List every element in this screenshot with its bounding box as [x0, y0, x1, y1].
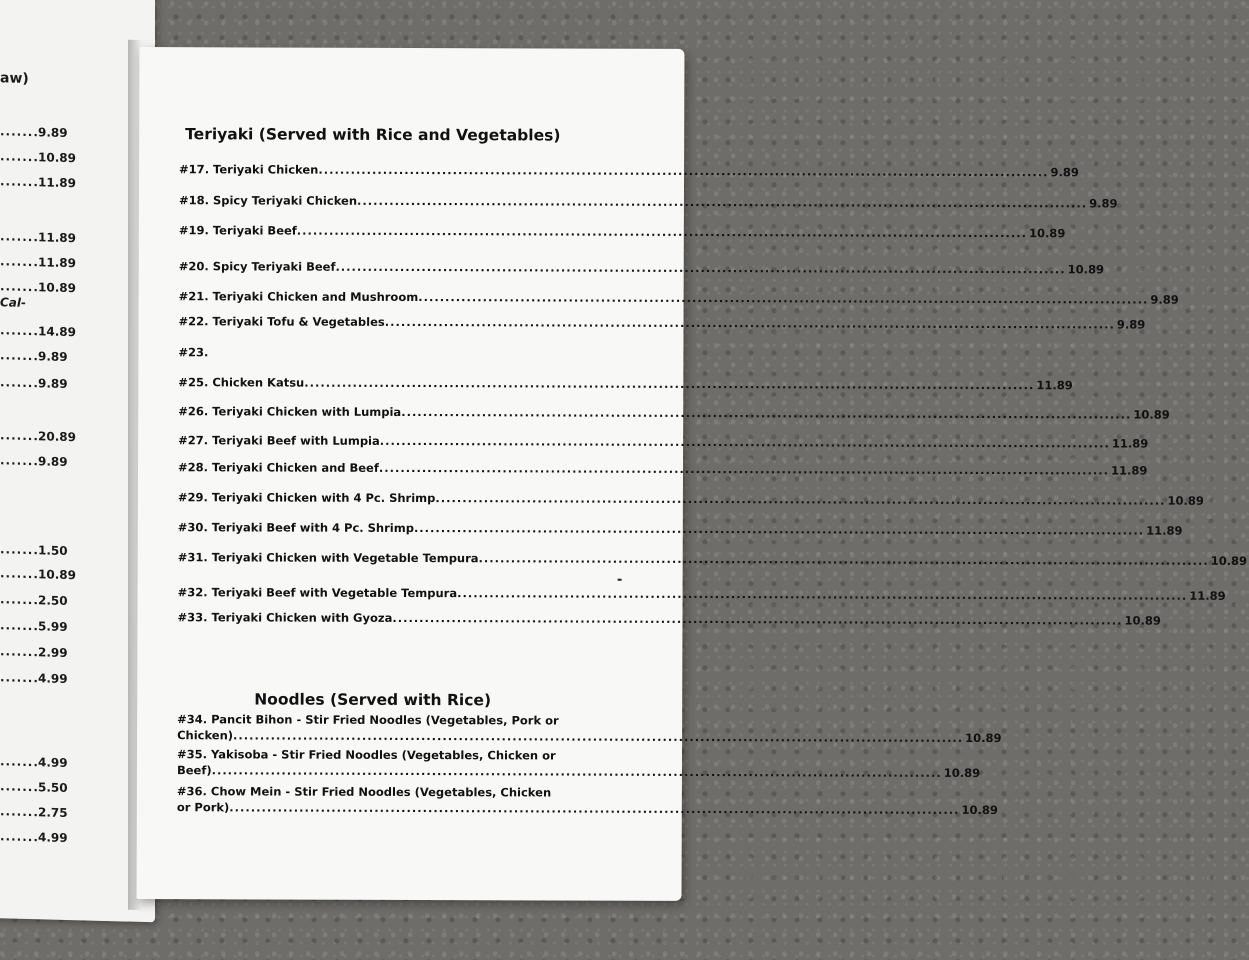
left-price-row: ....... 4.99: [0, 754, 68, 771]
menu-item-32: #32. Teriyaki Beef with Vegetable Tempura ..... 11.89: [178, 585, 588, 604]
menu-item-26: #26. Teriyaki Chicken with Lumpia ..... 10.89: [178, 404, 588, 423]
teriyaki-heading: Teriyaki (Served with Rice and Vegetables): [185, 125, 561, 145]
left-price-row: ....... 1.50: [0, 542, 68, 559]
menu-item-33: #33. Teriyaki Chicken with Gyoza ..... 10.89: [177, 610, 587, 629]
left-price-row: ....... 20.89: [0, 428, 76, 445]
left-price-row: ....... 4.99: [0, 670, 68, 687]
menu-item-20: #20. Spicy Teriyaki Beef ..... 10.89: [179, 259, 589, 278]
menu-item-23: #23.: [178, 345, 209, 360]
menu-item-27: #27. Teriyaki Beef with Lumpia ..... 11.89: [178, 433, 588, 452]
right-menu-page: [137, 47, 1248, 901]
left-price-row: ....... 4.99: [0, 829, 68, 846]
ink-speck: [618, 579, 622, 581]
menu-item-17: #17. Teriyaki Chicken ..... 9.89: [179, 162, 589, 181]
menu-item-19: #19. Teriyaki Beef ..... 10.89: [179, 223, 589, 242]
left-note-fragment: Cal-: [0, 295, 26, 310]
menu-item-29: #29. Teriyaki Chicken with 4 Pc. Shrimp ..... 10.89: [178, 490, 588, 509]
left-price-row: ....... 5.50: [0, 779, 68, 796]
left-price-row: ....... 2.75: [0, 804, 68, 821]
menu-item-31: #31. Teriyaki Chicken with Vegetable Tempura ..... 10.89: [178, 550, 588, 569]
left-price-row: ....... 9.89: [0, 375, 68, 392]
left-price-row: ....... 9.89: [0, 124, 68, 141]
left-price-row: ....... 5.99: [0, 618, 68, 635]
menu-item-35: #35. Yakisoba - Stir Fried Noodles (Vegetables, Chicken or Beef) ..... 10.89: [177, 747, 587, 782]
left-price-row: ....... 2.50: [0, 592, 68, 609]
menu-item-22: #22. Teriyaki Tofu & Vegetables ..... 9.89: [178, 314, 588, 333]
menu-item-25: #25. Chicken Katsu ..... 11.89: [178, 375, 588, 394]
menu-item-36: #36. Chow Mein - Stir Fried Noodles (Vegetables, Chicken or Pork) ..... 10.89: [177, 784, 587, 819]
left-header-fragment: aw): [0, 70, 29, 87]
left-price-row: ....... 11.89: [0, 254, 76, 271]
left-price-row: ....... 11.89: [0, 229, 76, 246]
menu-item-18: #18. Spicy Teriyaki Chicken ..... 9.89: [179, 193, 589, 212]
left-price-row: ....... 9.89: [0, 348, 68, 365]
left-price-row: ....... 11.89: [0, 174, 76, 191]
menu-item-34: #34. Pancit Bihon - Stir Fried Noodles (Vegetables, Pork or Chicken) ..... 10.89: [177, 712, 587, 747]
menu-item-21: #21. Teriyaki Chicken and Mushroom ..... 9.89: [179, 289, 589, 308]
left-price-row: ....... 10.89: [0, 279, 76, 296]
left-price-row: ....... 10.89: [0, 566, 76, 583]
noodles-heading: Noodles (Served with Rice): [254, 690, 492, 710]
left-price-row: ....... 9.89: [0, 453, 68, 470]
left-price-row: ....... 14.89: [0, 323, 76, 340]
left-price-row: ....... 2.99: [0, 644, 68, 661]
menu-item-30: #30. Teriyaki Beef with 4 Pc. Shrimp ..... 11.89: [178, 520, 588, 539]
left-price-row: ....... 10.89: [0, 149, 76, 166]
menu-item-28: #28. Teriyaki Chicken and Beef ..... 11.89: [178, 460, 588, 479]
